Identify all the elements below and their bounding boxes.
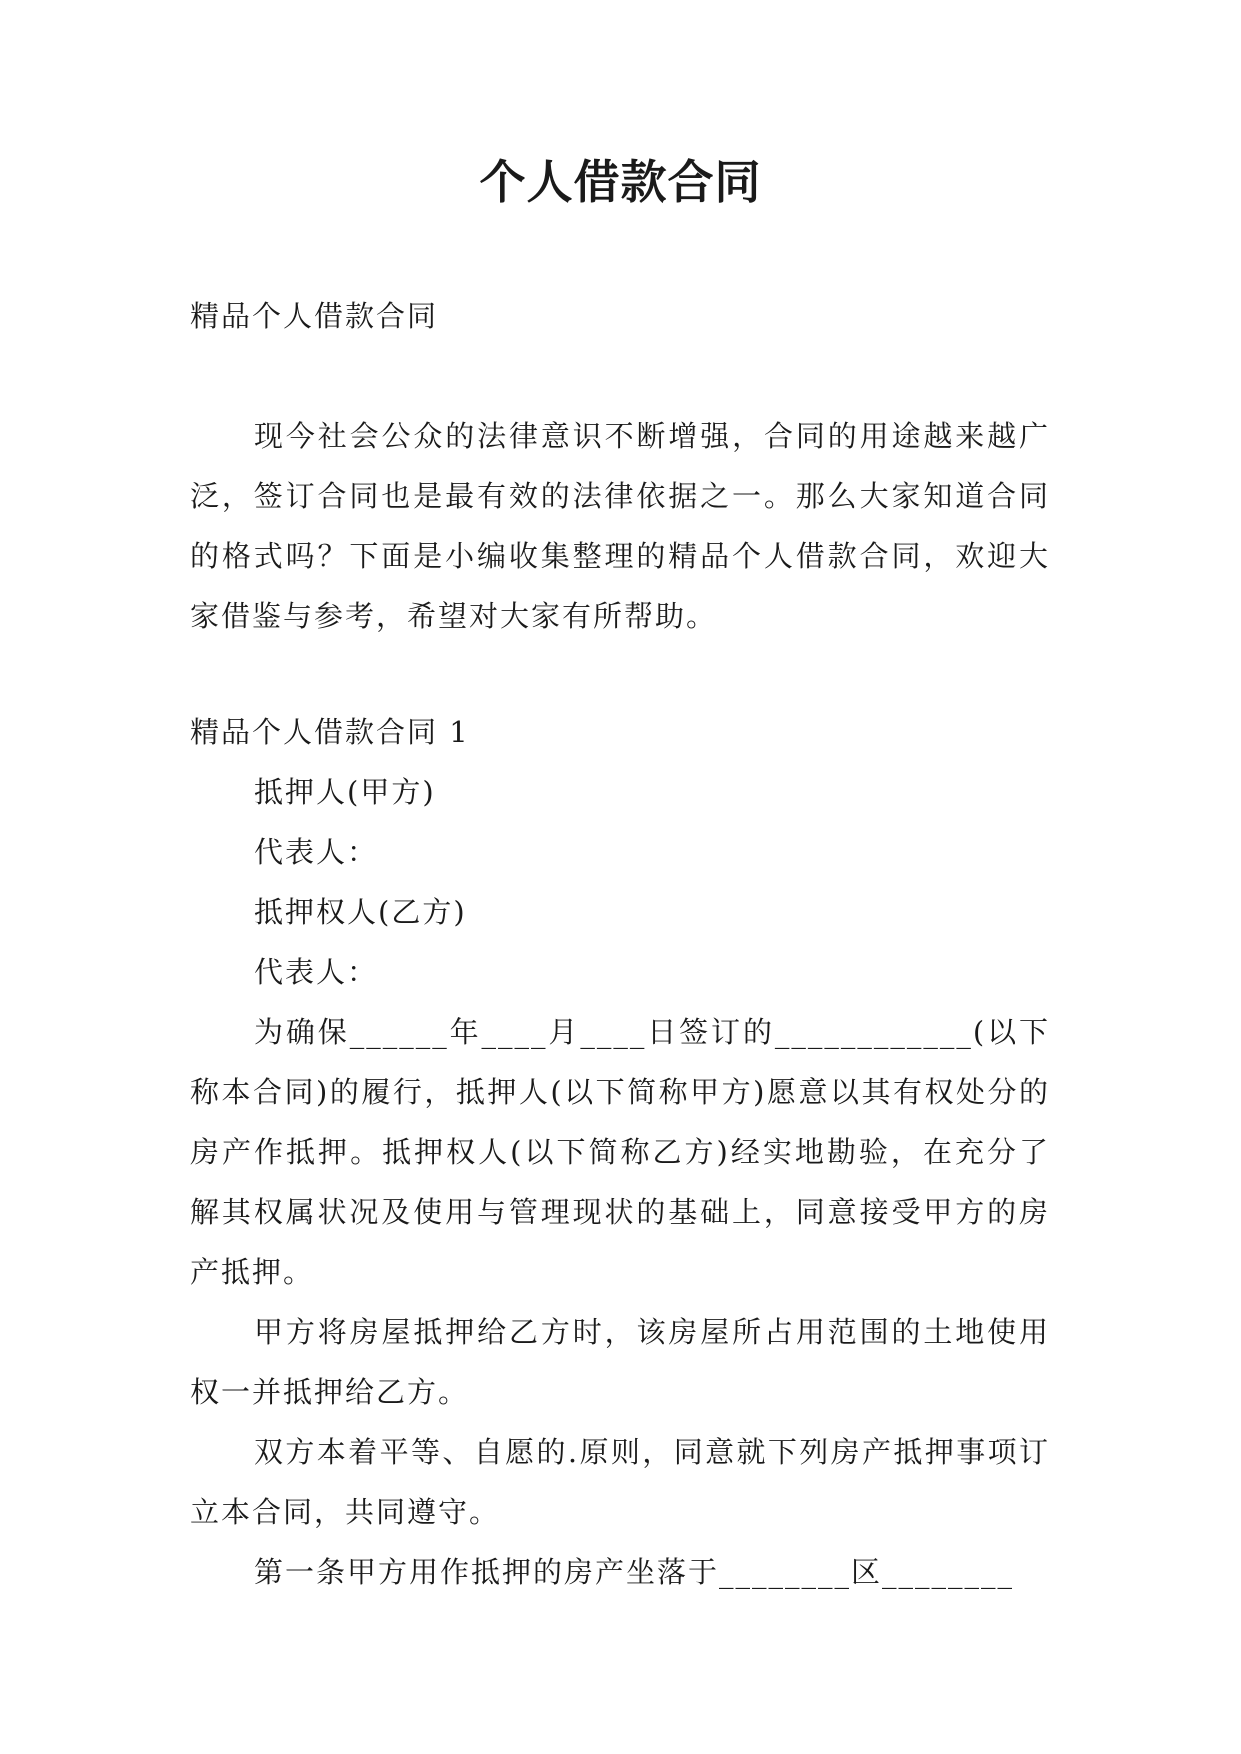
document-body [190, 286, 1050, 1602]
body-paragraph-1: 为确保______年____月____日签订的____________(以下称本合同)的履行，抵押人(以下简称甲方)愿意以其有权处分的房产作抵押。抵押权人(以下简称乙方)经实地勘验，在充分了解其权属状况及使用与管理现状的基础上，同意接受甲方的房产抵押。 [190, 1015, 1050, 1289]
party-a-representative: 代表人： [254, 835, 379, 869]
party-a-line: 抵押人(甲方) [254, 775, 436, 809]
party-b-representative: 代表人： [254, 955, 379, 989]
document-title: 个人借款合同 [479, 155, 762, 209]
document-subtitle: 精品个人借款合同 [190, 299, 439, 333]
body-paragraph-2: 甲方将房屋抵押给乙方时，该房屋所占用范围的土地使用权一并抵押给乙方。 [190, 1315, 1050, 1409]
party-b-line: 抵押权人(乙方) [254, 895, 467, 929]
body-paragraph-3: 双方本着平等、自愿的.原则，同意就下列房产抵押事项订立本合同，共同遵守。 [190, 1435, 1050, 1529]
intro-paragraph: 现今社会公众的法律意识不断增强，合同的用途越来越广泛，签订合同也是最有效的法律依据之一。那么大家知道合同的格式吗？下面是小编收集整理的精品个人借款合同，欢迎大家借鉴与参考，希望对大家有所帮助。 [190, 419, 1050, 633]
section-heading: 精品个人借款合同 1 [190, 715, 470, 749]
body-paragraph-4: 第一条甲方用作抵押的房产坐落于________区________ [254, 1555, 1015, 1589]
